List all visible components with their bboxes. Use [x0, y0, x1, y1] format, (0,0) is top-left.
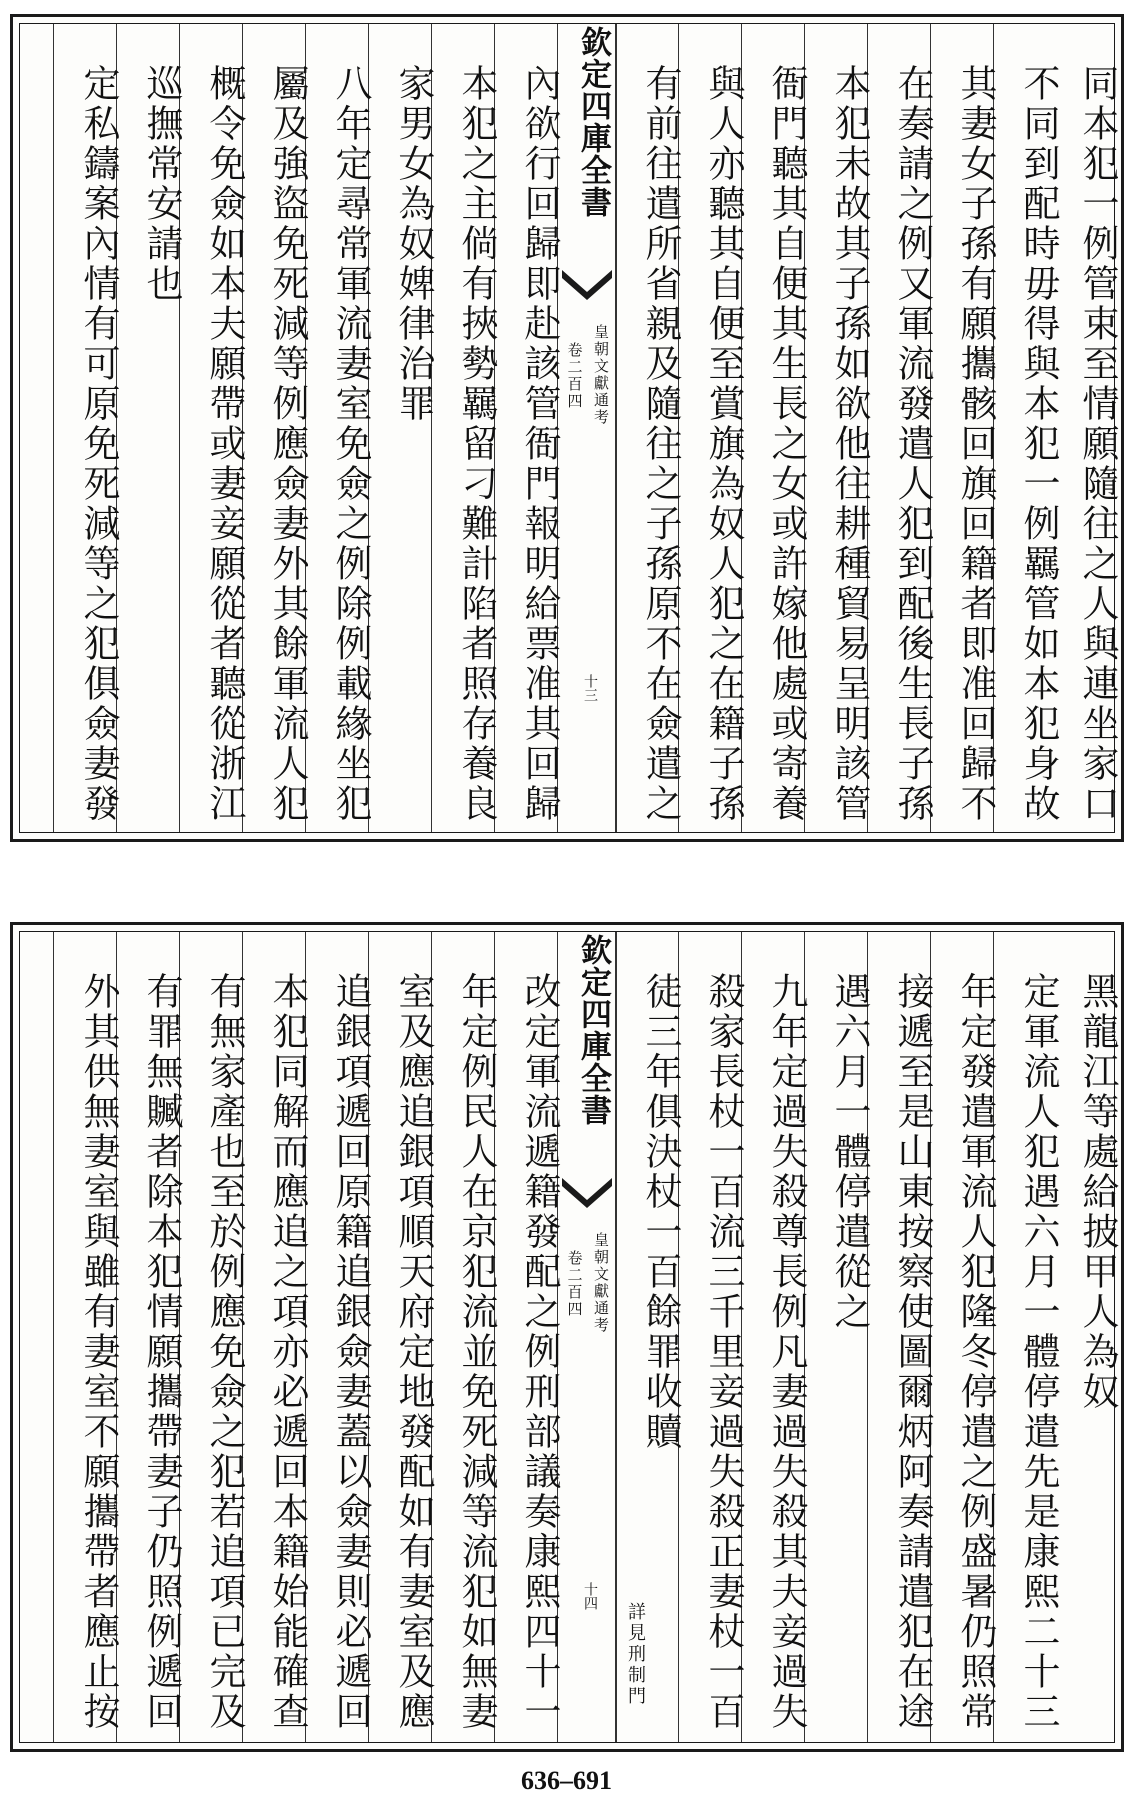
source-title: 皇朝文獻通考	[592, 1232, 610, 1334]
book-title: 欽定四庫全書	[575, 26, 611, 218]
text-column: 屬及強盜免死減等例應僉妻外其餘軍流人犯	[242, 24, 306, 832]
text-column: 接遞至是山東按察使圖爾炳阿奏請遣犯在途	[867, 932, 931, 1742]
page-number: 十四	[582, 1582, 598, 1610]
cross-reference-note: 詳見刑制門	[625, 1602, 646, 1707]
text-column: 不同到配時毋得與本犯一例羈管如本犯身故	[993, 24, 1057, 832]
text-column: 同本犯一例管束至情願隨往之人與連坐家口	[1076, 64, 1119, 824]
volume-label: 卷二百四	[565, 342, 584, 410]
text-column: 徒三年俱決杖一百餘罪收贖 詳見刑制門	[615, 932, 679, 1742]
center-fold-column	[557, 24, 617, 832]
text-column: 概令免僉如本夫願帶或妻妾願從者聽從浙江	[179, 24, 243, 832]
page-number: 十三	[582, 674, 598, 702]
page-frame	[19, 23, 1119, 833]
text-column: 遇六月一體停遣從之	[804, 932, 868, 1742]
image-identifier: 636–691	[521, 1766, 612, 1795]
center-fold-column	[557, 932, 617, 1742]
text-column: 室及應追銀項順天府定地發配如有妻室及應	[368, 932, 432, 1742]
text-column: 在奏請之例又軍流發遣人犯到配後生長子孫	[867, 24, 931, 832]
text-column: 改定軍流遞籍發配之例刑部議奏康熙四十一	[494, 932, 558, 1742]
text-column: 本犯未故其子孫如欲他往耕種貿易呈明該管	[804, 24, 868, 832]
text-column: 本犯之主倘有挾勢羈留刁難計陷者照存養良	[431, 24, 495, 832]
text-column: 九年定過失殺尊長例凡妻過失殺其夫妾過失	[741, 932, 805, 1742]
page-lower	[10, 922, 1124, 1752]
text-column: 衙門聽其自便其生長之女或許嫁他處或寄養	[741, 24, 805, 832]
volume-label: 卷二百四	[565, 1250, 584, 1318]
source-title: 皇朝文獻通考	[592, 324, 610, 426]
text-column: 八年定尋常軍流妻室免僉之例除例載緣坐犯	[305, 24, 369, 832]
page-upper	[10, 14, 1124, 842]
text-column: 外其供無妻室與雖有妻室不願攜帶者應止按	[53, 932, 117, 1742]
fishtail-mark-icon	[562, 1178, 612, 1208]
text-column: 年定發遣軍流人犯隆冬停遣之例盛暑仍照常	[930, 932, 994, 1742]
text-column: 家男女為奴婢律治罪	[368, 24, 432, 832]
text-column: 年定例民人在京犯流並免死減等流犯如無妻	[431, 932, 495, 1742]
text-column: 與人亦聽其自便至賞旗為奴人犯之在籍子孫	[678, 24, 742, 832]
text-column: 定軍流人犯遇六月一體停遣先是康熙二十三	[993, 932, 1057, 1742]
text-column: 其妻女子孫有願攜骸回旗回籍者即准回歸不	[930, 24, 994, 832]
text-column: 定私鑄案內情有可原免死減等之犯俱僉妻發	[53, 24, 117, 832]
book-title: 欽定四庫全書	[575, 934, 611, 1126]
text-column: 有罪無贓者除本犯情願攜帶妻子仍照例遞回	[116, 932, 180, 1742]
text-column: 殺家長杖一百流三千里妾過失殺正妻杖一百	[678, 932, 742, 1742]
text-column: 有無家產也至於例應免僉之犯若追項已完及	[179, 932, 243, 1742]
text-column: 巡撫常安請也	[116, 24, 180, 832]
text-column: 本犯同解而應追之項亦必遞回本籍始能確查	[242, 932, 306, 1742]
text-column: 內欲行回歸即赴該管衙門報明給票准其回歸	[494, 24, 558, 832]
text-column: 有前往遣所省親及隨往之子孫原不在僉遣之	[615, 24, 679, 832]
text-column: 黑龍江等處給披甲人為奴	[1076, 972, 1119, 1412]
text-column: 追銀項遞回原籍追銀僉妻蓋以僉妻則必遞回	[305, 932, 369, 1742]
fishtail-mark-icon	[562, 270, 612, 300]
page-frame	[19, 931, 1119, 1743]
